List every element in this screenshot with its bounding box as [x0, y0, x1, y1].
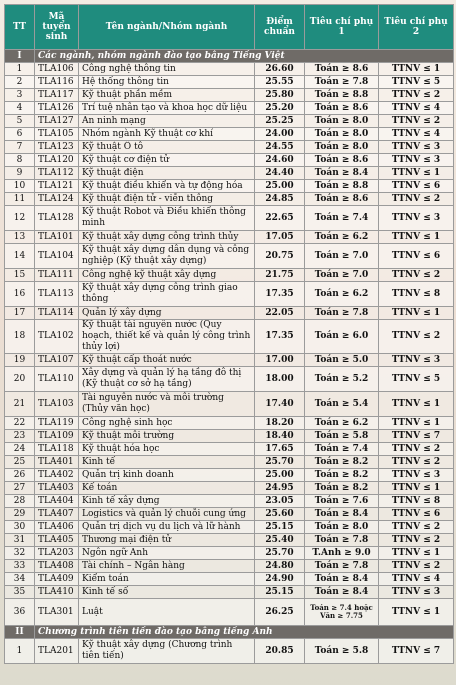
cell-tt: 20 — [5, 367, 35, 392]
cell-criteria-1: T.Anh ≥ 9.0 — [305, 547, 379, 560]
cell-program-name: Kinh tế xây dựng — [79, 495, 255, 508]
cell-criteria-1: Toán ≥ 7.8 — [305, 534, 379, 547]
table-row — [5, 206, 454, 231]
table-row — [5, 521, 454, 534]
cell-criteria-2: TTNV ≤ 3 — [379, 206, 454, 231]
cell-admission-code: TLA114 — [35, 307, 79, 320]
cell-program-name: Kỹ thuật cấp thoát nước — [79, 354, 255, 367]
cell-program-name: Kỹ thuật xây dựng dân dụng và công nghiệp (Kỹ thuật xây dựng) — [79, 244, 255, 269]
cell-criteria-2: TTNV ≤ 6 — [379, 508, 454, 521]
table-header — [5, 5, 454, 50]
cell-tt: 13 — [5, 231, 35, 244]
cell-program-name: Xây dựng và quản lý hạ tầng đô thị (Kỹ thuật cơ sở hạ tầng) — [79, 367, 255, 392]
cell-program-name: Kỹ thuật điều khiển và tự động hóa — [79, 180, 255, 193]
table-row — [5, 231, 454, 244]
cell-cutoff-score: 25.70 — [255, 547, 305, 560]
cell-criteria-1: Toán ≥ 7.6 — [305, 495, 379, 508]
admission-score-table — [4, 4, 454, 664]
cell-cutoff-score: 24.00 — [255, 128, 305, 141]
cell-criteria-2: TTNV ≤ 8 — [379, 495, 454, 508]
cell-admission-code: TLA409 — [35, 573, 79, 586]
cell-tt: 12 — [5, 206, 35, 231]
cell-program-name: Kinh tế số — [79, 586, 255, 599]
cell-criteria-1: Toán ≥ 8.4 — [305, 508, 379, 521]
cell-cutoff-score: 17.05 — [255, 231, 305, 244]
cell-tt: 15 — [5, 269, 35, 282]
cell-criteria-2: TTNV ≤ 1 — [379, 482, 454, 495]
cell-admission-code: TLA101 — [35, 231, 79, 244]
cell-admission-code: TLA105 — [35, 128, 79, 141]
cell-tt: 34 — [5, 573, 35, 586]
cell-program-name: Logistics và quản lý chuỗi cung ứng — [79, 508, 255, 521]
cell-criteria-1: Toán ≥ 8.0 — [305, 141, 379, 154]
cell-criteria-1: Toán ≥ 6.2 — [305, 282, 379, 307]
cell-cutoff-score: 18.00 — [255, 367, 305, 392]
cell-program-name: Thương mại điện tử — [79, 534, 255, 547]
cell-cutoff-score: 24.90 — [255, 573, 305, 586]
cell-program-name: Kỹ thuật xây dựng (Chương trình tiên tiến) — [79, 639, 255, 664]
cell-program-name: Kỹ thuật môi trường — [79, 430, 255, 443]
cell-tt: 28 — [5, 495, 35, 508]
cell-criteria-1: Toán ≥ 8.8 — [305, 89, 379, 102]
cell-cutoff-score: 25.20 — [255, 102, 305, 115]
cell-admission-code: TLA110 — [35, 367, 79, 392]
cell-cutoff-score: 17.40 — [255, 392, 305, 417]
cell-cutoff-score: 17.65 — [255, 443, 305, 456]
cell-admission-code: TLA203 — [35, 547, 79, 560]
cell-admission-code: TLA117 — [35, 89, 79, 102]
cell-program-name: Quản trị dịch vụ du lịch và lữ hành — [79, 521, 255, 534]
cell-admission-code: TLA124 — [35, 193, 79, 206]
table-row — [5, 573, 454, 586]
cell-admission-code: TLA201 — [35, 639, 79, 664]
cell-cutoff-score: 17.35 — [255, 320, 305, 354]
table-row — [5, 141, 454, 154]
cell-program-name: Kỹ thuật Robot và Điều khiển thông minh — [79, 206, 255, 231]
cell-program-name: Quản lý xây dựng — [79, 307, 255, 320]
cell-program-name: Quản trị kinh doanh — [79, 469, 255, 482]
cell-program-name: Kỹ thuật cơ điện tử — [79, 154, 255, 167]
cell-criteria-1: Toán ≥ 6.0 — [305, 320, 379, 354]
cell-criteria-2: TTNV ≤ 6 — [379, 244, 454, 269]
cell-criteria-2: TTNV ≤ 2 — [379, 269, 454, 282]
cell-criteria-2: TTNV ≤ 3 — [379, 586, 454, 599]
cell-admission-code: TLA405 — [35, 534, 79, 547]
cell-tt: 16 — [5, 282, 35, 307]
cell-tt: 21 — [5, 392, 35, 417]
cell-tt: 9 — [5, 167, 35, 180]
cell-cutoff-score: 24.40 — [255, 167, 305, 180]
table-row — [5, 495, 454, 508]
header-tt: TT — [5, 5, 35, 50]
cell-criteria-2: TTNV ≤ 3 — [379, 469, 454, 482]
cell-program-name: An ninh mạng — [79, 115, 255, 128]
table-row — [5, 102, 454, 115]
cell-admission-code: TLA112 — [35, 167, 79, 180]
cell-admission-code: TLA407 — [35, 508, 79, 521]
cell-admission-code: TLA111 — [35, 269, 79, 282]
cell-admission-code: TLA107 — [35, 354, 79, 367]
cell-criteria-1: Toán ≥ 7.0 — [305, 269, 379, 282]
cell-admission-code: TLA120 — [35, 154, 79, 167]
cell-criteria-2: TTNV ≤ 1 — [379, 167, 454, 180]
cell-criteria-2: TTNV ≤ 2 — [379, 521, 454, 534]
cell-criteria-1: Toán ≥ 8.2 — [305, 469, 379, 482]
cell-criteria-1: Toán ≥ 6.2 — [305, 231, 379, 244]
table-row — [5, 586, 454, 599]
cell-tt: 6 — [5, 128, 35, 141]
header-criteria-1: Tiêu chí phụ 1 — [305, 5, 379, 50]
table-row — [5, 392, 454, 417]
section-row — [5, 626, 454, 639]
cell-cutoff-score: 25.80 — [255, 89, 305, 102]
table-row — [5, 547, 454, 560]
cell-criteria-1: Toán ≥ 8.4 — [305, 586, 379, 599]
cell-criteria-2: TTNV ≤ 1 — [379, 392, 454, 417]
cell-tt: 30 — [5, 521, 35, 534]
cell-criteria-1: Toán ≥ 7.4 — [305, 443, 379, 456]
section-number: I — [5, 50, 35, 63]
table-row — [5, 307, 454, 320]
cell-program-name: Trí tuệ nhân tạo và khoa học dữ liệu — [79, 102, 255, 115]
cell-program-name: Kiểm toán — [79, 573, 255, 586]
cell-criteria-1: Toán ≥ 5.8 — [305, 430, 379, 443]
table-row — [5, 639, 454, 664]
cell-tt: 35 — [5, 586, 35, 599]
cell-program-name: Kế toán — [79, 482, 255, 495]
cell-tt: 24 — [5, 443, 35, 456]
cell-admission-code: TLA126 — [35, 102, 79, 115]
cell-criteria-2: TTNV ≤ 6 — [379, 180, 454, 193]
section-title: Chương trình tiên tiến đào tạo bằng tiếng Anh — [35, 626, 454, 639]
table-row — [5, 282, 454, 307]
cell-cutoff-score: 22.05 — [255, 307, 305, 320]
cell-tt: 2 — [5, 76, 35, 89]
cell-criteria-2: TTNV ≤ 2 — [379, 89, 454, 102]
cell-criteria-2: TTNV ≤ 3 — [379, 354, 454, 367]
cell-criteria-2: TTNV ≤ 3 — [379, 141, 454, 154]
cell-program-name: Kỹ thuật xây dựng công trình giao thông — [79, 282, 255, 307]
table-row — [5, 534, 454, 547]
table-row — [5, 443, 454, 456]
cell-tt: 3 — [5, 89, 35, 102]
cell-criteria-1: Toán ≥ 8.2 — [305, 482, 379, 495]
section-title: Các ngành, nhóm ngành đào tạo bằng Tiếng Việt — [35, 50, 454, 63]
cell-criteria-1: Toán ≥ 8.6 — [305, 193, 379, 206]
cell-cutoff-score: 20.85 — [255, 639, 305, 664]
table-row — [5, 154, 454, 167]
cell-admission-code: TLA123 — [35, 141, 79, 154]
cell-tt: 5 — [5, 115, 35, 128]
cell-criteria-1: Toán ≥ 8.6 — [305, 102, 379, 115]
cell-criteria-2: TTNV ≤ 2 — [379, 443, 454, 456]
cell-tt: 1 — [5, 63, 35, 76]
cell-admission-code: TLA113 — [35, 282, 79, 307]
cell-tt: 26 — [5, 469, 35, 482]
cell-admission-code: TLA408 — [35, 560, 79, 573]
cell-program-name: Kỹ thuật xây dựng công trình thủy — [79, 231, 255, 244]
cell-tt: 1 — [5, 639, 35, 664]
cell-program-name: Luật — [79, 599, 255, 626]
cell-tt: 33 — [5, 560, 35, 573]
cell-criteria-2: TTNV ≤ 1 — [379, 547, 454, 560]
cell-criteria-1: Toán ≥ 8.2 — [305, 456, 379, 469]
table-row — [5, 599, 454, 626]
cell-tt: 7 — [5, 141, 35, 154]
cell-criteria-2: TTNV ≤ 5 — [379, 76, 454, 89]
table-row — [5, 417, 454, 430]
cell-admission-code: TLA128 — [35, 206, 79, 231]
cell-criteria-2: TTNV ≤ 1 — [379, 231, 454, 244]
header-code: Mã tuyển sinh — [35, 5, 79, 50]
cell-criteria-2: TTNV ≤ 2 — [379, 456, 454, 469]
cell-program-name: Kỹ thuật hóa học — [79, 443, 255, 456]
cell-tt: 31 — [5, 534, 35, 547]
table-row — [5, 115, 454, 128]
table-row — [5, 354, 454, 367]
cell-program-name: Tài nguyên nước và môi trường (Thủy văn học) — [79, 392, 255, 417]
cell-criteria-2: TTNV ≤ 7 — [379, 430, 454, 443]
table-body — [5, 50, 454, 664]
cell-cutoff-score: 24.55 — [255, 141, 305, 154]
cell-criteria-1: Toán ≥ 7.8 — [305, 307, 379, 320]
cell-program-name: Nhóm ngành Kỹ thuật cơ khí — [79, 128, 255, 141]
cell-tt: 23 — [5, 430, 35, 443]
cell-cutoff-score: 20.75 — [255, 244, 305, 269]
cell-tt: 11 — [5, 193, 35, 206]
table-row — [5, 482, 454, 495]
cell-admission-code: TLA116 — [35, 76, 79, 89]
cell-admission-code: TLA102 — [35, 320, 79, 354]
cell-program-name: Công nghệ thông tin — [79, 63, 255, 76]
cell-tt: 25 — [5, 456, 35, 469]
cell-tt: 10 — [5, 180, 35, 193]
cell-program-name: Kỹ thuật điện tử - viễn thông — [79, 193, 255, 206]
cell-cutoff-score: 24.60 — [255, 154, 305, 167]
cell-program-name: Kinh tế — [79, 456, 255, 469]
table-row — [5, 508, 454, 521]
cell-criteria-1: Toán ≥ 8.0 — [305, 128, 379, 141]
cell-criteria-2: TTNV ≤ 1 — [379, 417, 454, 430]
cell-cutoff-score: 25.55 — [255, 76, 305, 89]
table-row — [5, 469, 454, 482]
cell-cutoff-score: 23.05 — [255, 495, 305, 508]
cell-criteria-2: TTNV ≤ 4 — [379, 128, 454, 141]
cell-tt: 18 — [5, 320, 35, 354]
cell-criteria-1: Toán ≥ 8.0 — [305, 115, 379, 128]
cell-criteria-2: TTNV ≤ 4 — [379, 573, 454, 586]
cell-criteria-1: Toán ≥ 7.8 — [305, 560, 379, 573]
cell-tt: 19 — [5, 354, 35, 367]
cell-criteria-1: Toán ≥ 8.4 — [305, 573, 379, 586]
cell-cutoff-score: 22.65 — [255, 206, 305, 231]
table-row — [5, 128, 454, 141]
cell-admission-code: TLA301 — [35, 599, 79, 626]
cell-criteria-2: TTNV ≤ 1 — [379, 63, 454, 76]
cell-cutoff-score: 25.25 — [255, 115, 305, 128]
cell-admission-code: TLA406 — [35, 521, 79, 534]
cell-program-name: Hệ thống thông tin — [79, 76, 255, 89]
cell-criteria-2: TTNV ≤ 2 — [379, 193, 454, 206]
cell-criteria-1: Toán ≥ 8.6 — [305, 63, 379, 76]
cell-criteria-2: TTNV ≤ 2 — [379, 534, 454, 547]
table-row — [5, 456, 454, 469]
cell-criteria-2: TTNV ≤ 5 — [379, 367, 454, 392]
table-row — [5, 76, 454, 89]
cell-tt: 8 — [5, 154, 35, 167]
cell-criteria-2: TTNV ≤ 2 — [379, 320, 454, 354]
header-criteria-2: Tiêu chí phụ 2 — [379, 5, 454, 50]
cell-cutoff-score: 24.80 — [255, 560, 305, 573]
cell-cutoff-score: 25.60 — [255, 508, 305, 521]
cell-cutoff-score: 25.15 — [255, 521, 305, 534]
table-row — [5, 430, 454, 443]
cell-criteria-1: Toán ≥ 7.0 — [305, 244, 379, 269]
cell-admission-code: TLA402 — [35, 469, 79, 482]
section-number: II — [5, 626, 35, 639]
cell-admission-code: TLA404 — [35, 495, 79, 508]
cell-criteria-1: Toán ≥ 8.0 — [305, 521, 379, 534]
cell-admission-code: TLA410 — [35, 586, 79, 599]
cell-criteria-1: Toán ≥ 5.2 — [305, 367, 379, 392]
table-row — [5, 63, 454, 76]
cell-cutoff-score: 17.00 — [255, 354, 305, 367]
cell-tt: 29 — [5, 508, 35, 521]
cell-cutoff-score: 24.85 — [255, 193, 305, 206]
cell-criteria-2: TTNV ≤ 2 — [379, 115, 454, 128]
cell-program-name: Kỹ thuật phần mềm — [79, 89, 255, 102]
cell-tt: 17 — [5, 307, 35, 320]
cell-cutoff-score: 26.60 — [255, 63, 305, 76]
cell-program-name: Công nghệ kỹ thuật xây dựng — [79, 269, 255, 282]
table-row — [5, 320, 454, 354]
table-row — [5, 367, 454, 392]
cell-cutoff-score: 21.75 — [255, 269, 305, 282]
cell-cutoff-score: 25.00 — [255, 469, 305, 482]
cell-tt: 14 — [5, 244, 35, 269]
cell-criteria-1: Toán ≥ 5.4 — [305, 392, 379, 417]
cell-criteria-1: Toán ≥ 7.8 — [305, 76, 379, 89]
cell-criteria-1: Toán ≥ 6.2 — [305, 417, 379, 430]
cell-criteria-2: TTNV ≤ 2 — [379, 560, 454, 573]
cell-admission-code: TLA127 — [35, 115, 79, 128]
cell-cutoff-score: 18.40 — [255, 430, 305, 443]
cell-cutoff-score: 18.20 — [255, 417, 305, 430]
cell-admission-code: TLA109 — [35, 430, 79, 443]
cell-criteria-2: TTNV ≤ 3 — [379, 154, 454, 167]
cell-criteria-2: TTNV ≤ 4 — [379, 102, 454, 115]
cell-admission-code: TLA119 — [35, 417, 79, 430]
table-row — [5, 244, 454, 269]
cell-tt: 4 — [5, 102, 35, 115]
cell-criteria-1: Toán ≥ 7.4 hoặc Văn ≥ 7.75 — [305, 599, 379, 626]
cell-criteria-2: TTNV ≤ 8 — [379, 282, 454, 307]
section-row — [5, 50, 454, 63]
cell-criteria-1: Toán ≥ 5.8 — [305, 639, 379, 664]
header-name: Tên ngành/Nhóm ngành — [79, 5, 255, 50]
cell-admission-code: TLA106 — [35, 63, 79, 76]
cell-criteria-1: Toán ≥ 8.8 — [305, 180, 379, 193]
cell-program-name: Ngôn ngữ Anh — [79, 547, 255, 560]
cell-admission-code: TLA103 — [35, 392, 79, 417]
table-row — [5, 167, 454, 180]
cell-cutoff-score: 25.70 — [255, 456, 305, 469]
cell-tt: 32 — [5, 547, 35, 560]
cell-tt: 22 — [5, 417, 35, 430]
cell-program-name: Kỹ thuật điện — [79, 167, 255, 180]
cell-admission-code: TLA403 — [35, 482, 79, 495]
cell-cutoff-score: 26.25 — [255, 599, 305, 626]
cell-admission-code: TLA401 — [35, 456, 79, 469]
cell-cutoff-score: 25.40 — [255, 534, 305, 547]
cell-cutoff-score: 24.95 — [255, 482, 305, 495]
table-row — [5, 193, 454, 206]
cell-program-name: Kỹ thuật tài nguyên nước (Quy hoạch, thiết kế và quản lý công trình thủy lợi) — [79, 320, 255, 354]
cell-admission-code: TLA104 — [35, 244, 79, 269]
cell-program-name: Kỹ thuật Ô tô — [79, 141, 255, 154]
cell-admission-code: TLA118 — [35, 443, 79, 456]
cell-criteria-1: Toán ≥ 8.4 — [305, 167, 379, 180]
cell-cutoff-score: 25.00 — [255, 180, 305, 193]
header-score: Điểm chuẩn — [255, 5, 305, 50]
table-row — [5, 180, 454, 193]
table-row — [5, 560, 454, 573]
cell-criteria-1: Toán ≥ 7.4 — [305, 206, 379, 231]
cell-criteria-1: Toán ≥ 8.6 — [305, 154, 379, 167]
cell-criteria-2: TTNV ≤ 1 — [379, 307, 454, 320]
table-row — [5, 269, 454, 282]
cell-cutoff-score: 17.35 — [255, 282, 305, 307]
cell-program-name: Công nghệ sinh học — [79, 417, 255, 430]
cell-criteria-1: Toán ≥ 5.0 — [305, 354, 379, 367]
table-row — [5, 89, 454, 102]
cell-cutoff-score: 25.15 — [255, 586, 305, 599]
cell-criteria-2: TTNV ≤ 1 — [379, 599, 454, 626]
cell-admission-code: TLA121 — [35, 180, 79, 193]
cell-program-name: Tài chính – Ngân hàng — [79, 560, 255, 573]
cell-tt: 27 — [5, 482, 35, 495]
cell-criteria-2: TTNV ≤ 7 — [379, 639, 454, 664]
cell-tt: 36 — [5, 599, 35, 626]
